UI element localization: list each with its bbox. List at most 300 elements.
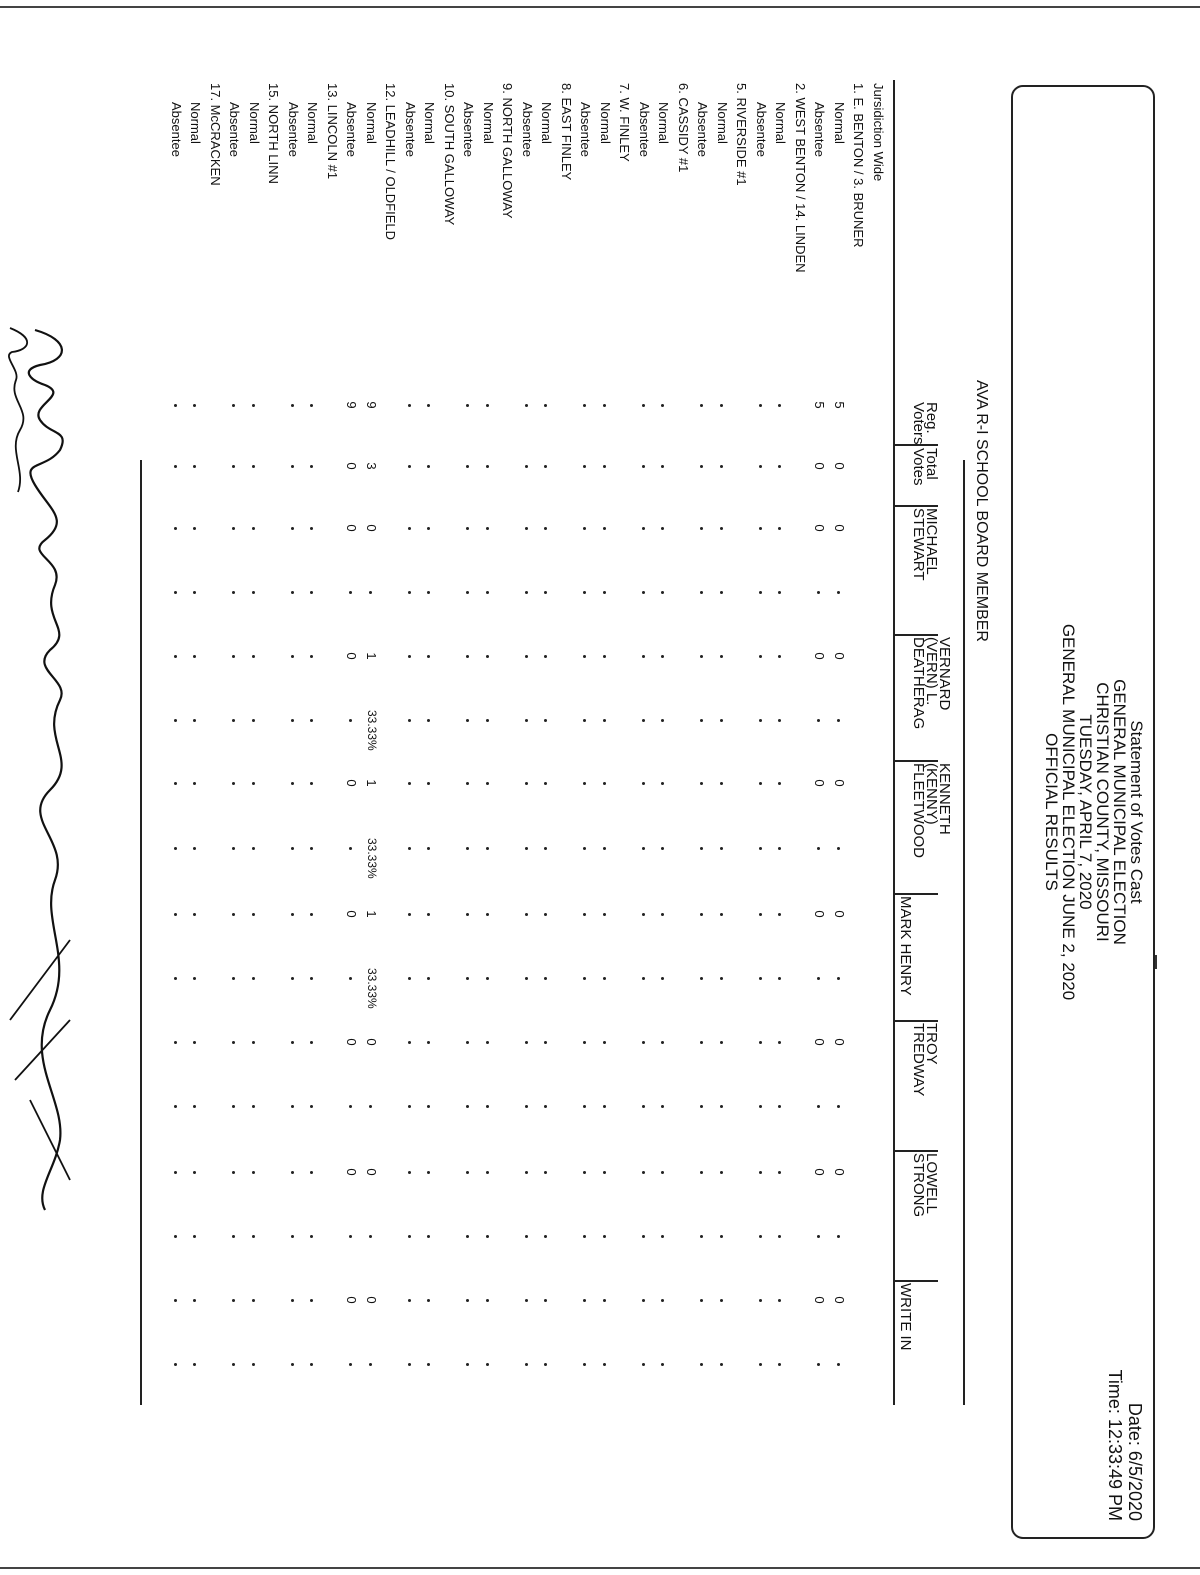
election-date: TUESDAY, APRIL 7, 2020 — [1076, 714, 1095, 910]
empty-cell-dot — [362, 1096, 382, 1116]
empty-cell-dot — [518, 838, 538, 858]
empty-cell-dot — [167, 904, 187, 924]
empty-cell-dot — [167, 1096, 187, 1116]
report-title: Statement of Votes Cast — [1127, 720, 1146, 904]
jurisdiction-subrow-label: Normal — [188, 102, 204, 144]
dot-marker — [252, 655, 255, 658]
count-cell: 0 — [832, 1038, 847, 1046]
empty-cell-dot — [167, 1162, 187, 1182]
dot-marker — [544, 1171, 547, 1174]
count-cell: 0 — [832, 779, 847, 787]
empty-cell-dot — [654, 1032, 674, 1052]
empty-cell-dot — [576, 395, 596, 415]
dot-marker — [174, 1235, 177, 1238]
dot-marker — [349, 591, 352, 594]
dot-marker — [700, 1363, 703, 1366]
empty-cell-dot — [518, 1354, 538, 1374]
empty-cell-dot — [479, 904, 499, 924]
count-cell: 1 — [364, 779, 379, 787]
dot-marker — [544, 1363, 547, 1366]
empty-cell-dot — [342, 582, 362, 602]
count-cell: 0 — [832, 1168, 847, 1176]
dot-marker — [427, 1235, 430, 1238]
dot-marker — [349, 1235, 352, 1238]
dot-marker — [720, 591, 723, 594]
empty-cell-dot — [479, 518, 499, 538]
dot-marker — [310, 782, 313, 785]
empty-cell-dot — [459, 646, 479, 666]
empty-cell-dot — [420, 904, 440, 924]
dot-marker — [642, 465, 645, 468]
count-cell: 0 — [344, 779, 360, 787]
column-rule — [894, 1150, 938, 1152]
table-row — [167, 0, 187, 1575]
empty-cell-dot — [576, 456, 596, 476]
empty-cell-dot — [186, 904, 206, 924]
dot-marker — [291, 913, 294, 916]
empty-cell-dot — [713, 1096, 733, 1116]
dot-marker — [232, 1105, 235, 1108]
empty-cell-dot — [596, 646, 616, 666]
dot-marker — [642, 782, 645, 785]
dot-marker — [408, 719, 411, 722]
empty-cell-dot — [479, 1162, 499, 1182]
dot-marker — [252, 1105, 255, 1108]
dot-marker — [642, 913, 645, 916]
dot-marker — [817, 847, 820, 850]
table-row — [342, 0, 362, 1575]
dot-marker — [661, 847, 664, 850]
empty-cell-dot — [420, 646, 440, 666]
count-cell: 1 — [364, 652, 379, 660]
empty-cell-dot — [186, 773, 206, 793]
dot-marker — [661, 977, 664, 980]
jurisdiction-label: 12. LEADHILL / OLDFIELD — [383, 83, 399, 241]
jurisdiction-subrow-label: Absentee — [169, 102, 184, 157]
dot-marker — [642, 1363, 645, 1366]
dot-marker — [603, 847, 606, 850]
empty-cell-dot — [693, 838, 713, 858]
dot-marker — [291, 1105, 294, 1108]
table-row — [557, 0, 577, 1575]
dot-marker — [408, 465, 411, 468]
dot-marker — [291, 847, 294, 850]
dot-marker — [759, 1171, 762, 1174]
count-cell: 0 — [364, 1168, 379, 1176]
dot-marker — [427, 977, 430, 980]
empty-cell-dot — [752, 1096, 772, 1116]
dot-marker — [720, 1235, 723, 1238]
dot-marker — [193, 782, 196, 785]
empty-cell-dot — [167, 395, 187, 415]
empty-cell-dot — [459, 1290, 479, 1310]
empty-cell-dot — [771, 1226, 791, 1246]
dot-marker — [486, 404, 489, 407]
empty-cell-dot — [401, 456, 421, 476]
dot-marker — [408, 847, 411, 850]
empty-cell-dot — [459, 838, 479, 858]
dot-marker — [193, 847, 196, 850]
dot-marker — [310, 1105, 313, 1108]
jurisdiction-subrow-label: Normal — [364, 102, 379, 144]
empty-cell-dot — [401, 1096, 421, 1116]
dot-marker — [408, 782, 411, 785]
dot-marker — [778, 847, 781, 850]
empty-cell-dot — [303, 646, 323, 666]
dot-marker — [642, 847, 645, 850]
dot-marker — [232, 1363, 235, 1366]
table-rule-top — [964, 460, 966, 1405]
dot-marker — [174, 591, 177, 594]
dot-marker — [642, 719, 645, 722]
table-row — [615, 0, 635, 1575]
dot-marker — [544, 977, 547, 980]
empty-cell-dot — [186, 1226, 206, 1246]
empty-cell-dot — [401, 1162, 421, 1182]
empty-cell-dot — [752, 518, 772, 538]
empty-cell-dot — [771, 710, 791, 730]
dot-marker — [583, 655, 586, 658]
jurisdiction-subrow-label: Normal — [422, 102, 438, 144]
dot-marker — [466, 913, 469, 916]
col-head-line: Reg. — [923, 402, 940, 434]
dot-marker — [583, 1171, 586, 1174]
empty-cell-dot — [635, 904, 655, 924]
empty-cell-dot — [537, 1096, 557, 1116]
handwritten-signature-second — [0, 320, 40, 500]
empty-cell-dot — [771, 1032, 791, 1052]
empty-cell-dot — [284, 838, 304, 858]
empty-cell-dot — [167, 646, 187, 666]
empty-cell-dot — [342, 838, 362, 858]
dot-marker — [291, 977, 294, 980]
dot-marker — [466, 782, 469, 785]
empty-cell-dot — [479, 1290, 499, 1310]
empty-cell-dot — [245, 646, 265, 666]
empty-cell-dot — [342, 1096, 362, 1116]
empty-cell-dot — [479, 968, 499, 988]
dot-marker — [486, 1299, 489, 1302]
empty-cell-dot — [596, 1162, 616, 1182]
dot-marker — [720, 404, 723, 407]
empty-cell-dot — [654, 395, 674, 415]
empty-cell-dot — [830, 582, 850, 602]
jurisdiction-subrow-label: Absentee — [403, 102, 418, 157]
empty-cell-dot — [420, 773, 440, 793]
col-head-line: (VERN) L. — [923, 637, 940, 706]
dot-marker — [700, 465, 703, 468]
empty-cell-dot — [635, 395, 655, 415]
empty-cell-dot — [518, 968, 538, 988]
dot-marker — [252, 719, 255, 722]
empty-cell-dot — [576, 646, 596, 666]
dot-marker — [369, 591, 372, 594]
count-cell: 0 — [812, 1038, 828, 1046]
empty-cell-dot — [752, 456, 772, 476]
empty-cell-dot — [654, 456, 674, 476]
count-cell: 0 — [812, 1296, 828, 1304]
col-head-line: FLEETWOOD — [910, 763, 927, 859]
dot-marker — [661, 655, 664, 658]
empty-cell-dot — [225, 518, 245, 538]
empty-cell-dot — [245, 968, 265, 988]
empty-cell-dot — [245, 838, 265, 858]
empty-cell-dot — [596, 1290, 616, 1310]
empty-cell-dot — [810, 582, 830, 602]
dot-marker — [525, 1041, 528, 1044]
dot-marker — [252, 977, 255, 980]
empty-cell-dot — [713, 968, 733, 988]
dot-marker — [252, 1363, 255, 1366]
empty-cell-dot — [771, 1290, 791, 1310]
dot-marker — [642, 655, 645, 658]
dot-marker — [193, 465, 196, 468]
dot-marker — [486, 1171, 489, 1174]
empty-cell-dot — [596, 456, 616, 476]
report-header — [1011, 85, 1155, 1539]
table-row — [596, 0, 616, 1575]
table-row — [732, 0, 752, 1575]
dot-marker — [837, 1105, 840, 1108]
dot-marker — [720, 1363, 723, 1366]
empty-cell-dot — [576, 710, 596, 730]
dot-marker — [759, 1235, 762, 1238]
dot-marker — [310, 591, 313, 594]
dot-marker — [720, 977, 723, 980]
count-cell: 0 — [344, 1038, 360, 1046]
empty-cell-dot — [303, 773, 323, 793]
dot-marker — [837, 591, 840, 594]
empty-cell-dot — [576, 1032, 596, 1052]
empty-cell-dot — [167, 710, 187, 730]
dot-marker — [466, 1363, 469, 1366]
dot-marker — [603, 591, 606, 594]
empty-cell-dot — [752, 1226, 772, 1246]
count-cell: 0 — [812, 910, 828, 918]
dot-marker — [310, 1041, 313, 1044]
empty-cell-dot — [401, 710, 421, 730]
dot-marker — [525, 1363, 528, 1366]
jurisdiction-subrow-label: Absentee — [461, 102, 477, 157]
empty-cell-dot — [401, 1032, 421, 1052]
empty-cell-dot — [186, 838, 206, 858]
dot-marker — [252, 913, 255, 916]
count-cell: 0 — [344, 1168, 360, 1176]
empty-cell-dot — [401, 1226, 421, 1246]
dot-marker — [661, 719, 664, 722]
empty-cell-dot — [713, 456, 733, 476]
empty-cell-dot — [537, 773, 557, 793]
empty-cell-dot — [401, 582, 421, 602]
empty-cell-dot — [537, 968, 557, 988]
dot-marker — [720, 782, 723, 785]
dot-marker — [232, 782, 235, 785]
col-head-line: LOWELL — [923, 1153, 940, 1214]
empty-cell-dot — [284, 773, 304, 793]
empty-cell-dot — [771, 395, 791, 415]
empty-cell-dot — [596, 710, 616, 730]
empty-cell-dot — [284, 456, 304, 476]
dot-marker — [544, 404, 547, 407]
empty-cell-dot — [810, 968, 830, 988]
results-status: OFFICIAL RESULTS — [1042, 733, 1061, 891]
empty-cell-dot — [225, 582, 245, 602]
dot-marker — [700, 1041, 703, 1044]
dot-marker — [466, 1235, 469, 1238]
empty-cell-dot — [284, 518, 304, 538]
dot-marker — [291, 1363, 294, 1366]
count-cell: 0 — [344, 462, 360, 470]
empty-cell-dot — [771, 1354, 791, 1374]
dot-marker — [427, 1041, 430, 1044]
empty-cell-dot — [459, 710, 479, 730]
dot-marker — [174, 1041, 177, 1044]
count-cell: 0 — [812, 462, 828, 470]
empty-cell-dot — [401, 773, 421, 793]
empty-cell-dot — [284, 1226, 304, 1246]
empty-cell-dot — [752, 710, 772, 730]
count-cell: 0 — [812, 652, 828, 660]
dot-marker — [291, 404, 294, 407]
dot-marker — [174, 1105, 177, 1108]
empty-cell-dot — [303, 710, 323, 730]
empty-cell-dot — [518, 456, 538, 476]
empty-cell-dot — [479, 582, 499, 602]
empty-cell-dot — [303, 1354, 323, 1374]
dot-marker — [408, 1363, 411, 1366]
dot-marker — [466, 404, 469, 407]
empty-cell-dot — [225, 1162, 245, 1182]
empty-cell-dot — [479, 838, 499, 858]
dot-marker — [661, 1363, 664, 1366]
jurisdiction-subrow-label: Absentee — [227, 102, 243, 157]
dot-marker — [700, 1235, 703, 1238]
count-cell: 0 — [364, 1038, 379, 1046]
empty-cell-dot — [479, 1354, 499, 1374]
count-cell: 3 — [364, 462, 379, 470]
dot-marker — [817, 1105, 820, 1108]
empty-cell-dot — [713, 1162, 733, 1182]
dot-marker — [408, 977, 411, 980]
dot-marker — [661, 1299, 664, 1302]
empty-cell-dot — [596, 1096, 616, 1116]
empty-cell-dot — [771, 773, 791, 793]
empty-cell-dot — [654, 1226, 674, 1246]
empty-cell-dot — [693, 1226, 713, 1246]
jurisdiction-subrow-label: Normal — [539, 102, 555, 144]
dot-marker — [232, 1299, 235, 1302]
count-cell: 9 — [364, 401, 379, 409]
dot-marker — [310, 1235, 313, 1238]
dot-marker — [720, 1171, 723, 1174]
dot-marker — [252, 591, 255, 594]
dot-marker — [642, 404, 645, 407]
dot-marker — [174, 977, 177, 980]
empty-cell-dot — [810, 1096, 830, 1116]
table-row — [206, 0, 226, 1575]
col-head-reg-voters — [912, 402, 938, 445]
dot-marker — [817, 1235, 820, 1238]
dot-marker — [291, 1171, 294, 1174]
empty-cell-dot — [713, 518, 733, 538]
dot-marker — [544, 1299, 547, 1302]
empty-cell-dot — [459, 773, 479, 793]
empty-cell-dot — [654, 773, 674, 793]
empty-cell-dot — [537, 1290, 557, 1310]
dot-marker — [427, 1299, 430, 1302]
dot-marker — [310, 977, 313, 980]
dot-marker — [661, 1235, 664, 1238]
empty-cell-dot — [635, 1290, 655, 1310]
empty-cell-dot — [576, 518, 596, 538]
empty-cell-dot — [225, 968, 245, 988]
dot-marker — [778, 465, 781, 468]
dot-marker — [603, 465, 606, 468]
jurisdiction-label: 17. McCRACKEN — [208, 83, 223, 186]
col-head-line: TROY — [923, 1023, 940, 1065]
dot-marker — [759, 655, 762, 658]
dot-marker — [603, 1105, 606, 1108]
col-head-line: TREDWAY — [910, 1023, 927, 1097]
table-row — [498, 0, 518, 1575]
dot-marker — [466, 847, 469, 850]
empty-cell-dot — [537, 582, 557, 602]
empty-cell-dot — [284, 1162, 304, 1182]
empty-cell-dot — [225, 395, 245, 415]
dot-marker — [408, 404, 411, 407]
dot-marker — [642, 1235, 645, 1238]
percentage-cell: 33.33% — [365, 710, 379, 751]
col-head-line: STRONG — [910, 1153, 927, 1218]
empty-cell-dot — [459, 1162, 479, 1182]
empty-cell-dot — [635, 1032, 655, 1052]
dot-marker — [369, 1235, 372, 1238]
dot-marker — [700, 1299, 703, 1302]
empty-cell-dot — [537, 1032, 557, 1052]
empty-cell-dot — [635, 1096, 655, 1116]
empty-cell-dot — [654, 582, 674, 602]
empty-cell-dot — [518, 1032, 538, 1052]
count-cell: 0 — [364, 1296, 379, 1304]
empty-cell-dot — [654, 710, 674, 730]
dot-marker — [720, 847, 723, 850]
empty-cell-dot — [401, 838, 421, 858]
dot-marker — [759, 1299, 762, 1302]
empty-cell-dot — [635, 773, 655, 793]
empty-cell-dot — [284, 1290, 304, 1310]
dot-marker — [349, 1105, 352, 1108]
empty-cell-dot — [693, 1354, 713, 1374]
empty-cell-dot — [167, 1354, 187, 1374]
percentage-cell: 33.33% — [365, 838, 379, 879]
dot-marker — [661, 527, 664, 530]
empty-cell-dot — [596, 395, 616, 415]
dot-marker — [700, 782, 703, 785]
dot-marker — [427, 404, 430, 407]
empty-cell-dot — [479, 1032, 499, 1052]
empty-cell-dot — [713, 773, 733, 793]
dot-marker — [193, 1235, 196, 1238]
dot-marker — [193, 977, 196, 980]
count-cell: 1 — [364, 910, 379, 918]
empty-cell-dot — [771, 646, 791, 666]
empty-cell-dot — [752, 395, 772, 415]
dot-marker — [583, 591, 586, 594]
dot-marker — [193, 1299, 196, 1302]
empty-cell-dot — [596, 582, 616, 602]
empty-cell-dot — [303, 1032, 323, 1052]
dot-marker — [583, 404, 586, 407]
